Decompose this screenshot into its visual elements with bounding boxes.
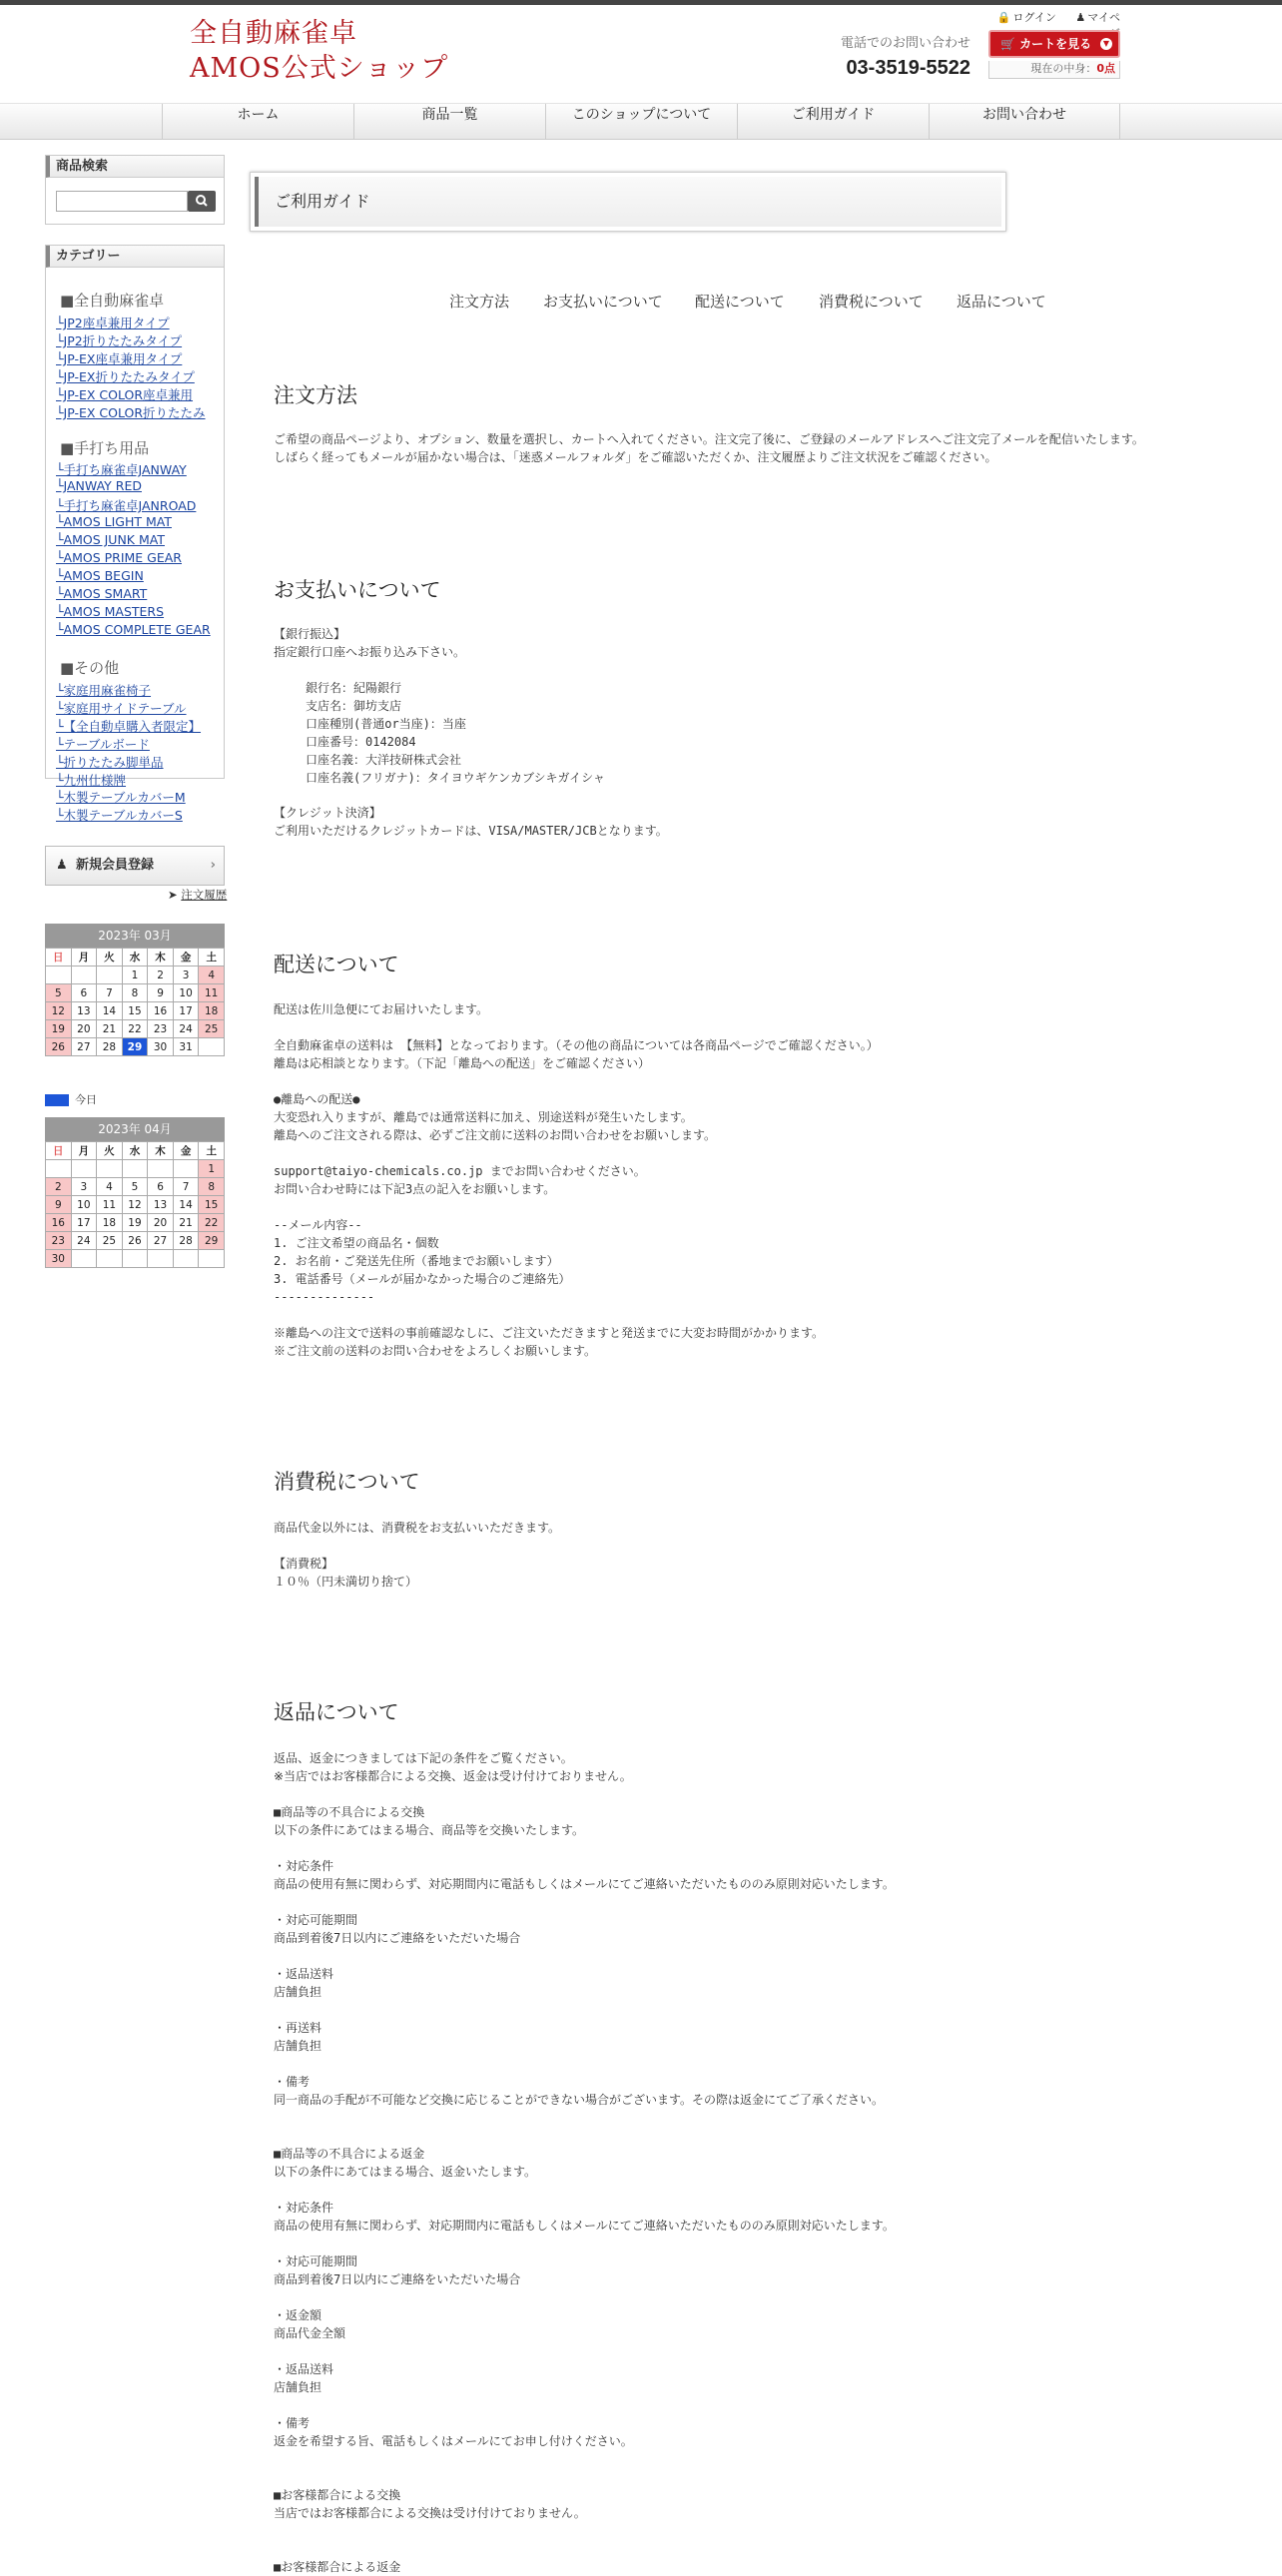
search-button[interactable] (188, 191, 216, 212)
calendar-title: 2023年 03月 (45, 924, 225, 948)
logo-line1: 全自動麻雀卓 (190, 18, 357, 49)
member-button-label: 新規会員登録 (76, 858, 155, 873)
today-swatch (45, 1094, 69, 1106)
calendar-day: 23 (46, 1232, 72, 1250)
calendar-day (148, 1250, 174, 1268)
category-link[interactable]: └AMOS BEGIN (56, 568, 144, 583)
calendar-day: 13 (71, 1002, 97, 1020)
section-body-order: ご希望の商品ページより、オプション、数量を選択し、カートへ入れてください。注文完了後に、ご登録のメールアドレスへご注文完了メールを配信いたします。 しばらく経ってもメールが届かない場合は、「迷惑メールフォルダ」をご確認いただくか、注文履歴よりご注文状況をご確認ください。 (274, 432, 1144, 464)
calendar-weekday: 月 (71, 949, 97, 966)
anchor-order[interactable]: 注文方法 (449, 293, 510, 311)
category-link[interactable]: └AMOS PRIME GEAR (56, 550, 182, 565)
calendar-day: 4 (199, 966, 225, 984)
mypage-label: マイペ (1087, 11, 1120, 24)
calendar-day (97, 966, 123, 984)
calendar-day (71, 1250, 97, 1268)
category-link[interactable]: └JP-EX COLOR座卓兼用 (56, 387, 194, 402)
calendar-day: 29 (122, 1038, 148, 1056)
category-link[interactable]: └家庭用麻雀椅子 (56, 683, 152, 698)
category-link[interactable]: └AMOS LIGHT MAT (56, 514, 172, 529)
calendar-day: 15 (122, 1002, 148, 1020)
category-link[interactable]: └家庭用サイドテーブル (56, 701, 187, 716)
calendar-title: 2023年 04月 (45, 1117, 225, 1141)
calendar-day: 16 (148, 1002, 174, 1020)
product-search-box (45, 155, 225, 225)
anchor-returns[interactable]: 返品について (957, 293, 1046, 311)
calendar-table (45, 948, 225, 1056)
category-link[interactable]: └JP2折りたたみタイプ (56, 333, 183, 348)
category-link[interactable]: └木製テーブルカバーS (56, 808, 183, 823)
calendar-day: 28 (173, 1232, 199, 1250)
calendar-day (122, 1160, 148, 1178)
nav-products[interactable]: 商品一覧 (353, 104, 545, 140)
calendar-day: 27 (148, 1232, 174, 1250)
nav-contact[interactable]: お問い合わせ (929, 104, 1120, 140)
calendar-day: 8 (199, 1178, 225, 1196)
view-cart-button[interactable] (988, 30, 1120, 58)
calendar-day: 16 (46, 1214, 72, 1232)
category-link[interactable]: └手打ち麻雀卓JANWAY (56, 462, 187, 477)
calendar-day: 18 (97, 1214, 123, 1232)
anchor-tax[interactable]: 消費税について (819, 293, 924, 311)
category-group-head: ■手打ち用品 (60, 439, 150, 457)
order-history-link[interactable] (168, 887, 227, 903)
category-link[interactable]: └【全自動卓購入者限定】 (56, 719, 202, 734)
calendar-weekday: 金 (173, 1142, 199, 1160)
calendar-day (122, 1250, 148, 1268)
calendar-day (148, 1160, 174, 1178)
calendar-day: 14 (97, 1002, 123, 1020)
calendar-weekday: 水 (122, 1142, 148, 1160)
category-box (45, 245, 225, 788)
section-body-payment-b: 【クレジット決済】 ご利用いただけるクレジットカードは、VISA/MASTER/JCBとなります。 (274, 806, 668, 838)
calendar-day: 27 (71, 1038, 97, 1056)
calendar-day: 20 (71, 1020, 97, 1038)
calendar-day: 21 (97, 1020, 123, 1038)
calendar-april (45, 1117, 225, 1268)
category-link[interactable]: └折りたたみ脚単品 (56, 755, 164, 770)
calendar-day: 3 (71, 1178, 97, 1196)
calendar-day: 3 (173, 966, 199, 984)
calendar-day: 8 (122, 984, 148, 1002)
category-link[interactable]: └JP-EX COLOR折りたたみ (56, 405, 206, 420)
calendar-weekday: 日 (46, 949, 72, 966)
category-box-title: カテゴリー (46, 246, 224, 268)
calendar-day: 29 (199, 1232, 225, 1250)
calendar-day: 30 (46, 1250, 72, 1268)
today-legend (45, 1091, 97, 1107)
section-body-tax: 商品代金以外には、消費税をお支払いいただきます。 【消費税】 １０％（円未満切り捨て） (274, 1521, 561, 1589)
bank-details: 銀行名：紀陽銀行 支店名：御坊支店 口座種別(普通or当座)：当座 口座番号：0142084 口座名義：大洋技研株式会社 口座名義(フリガナ)：タイヨウギケンカブシキガイシャ (306, 681, 605, 785)
calendar-weekday: 水 (122, 949, 148, 966)
page-title: ご利用ガイド (255, 177, 1001, 227)
calendar-day: 24 (173, 1020, 199, 1038)
calendar-day: 17 (173, 1002, 199, 1020)
calendar-day: 2 (46, 1178, 72, 1196)
calendar-day: 6 (148, 1178, 174, 1196)
calendar-day: 7 (173, 1178, 199, 1196)
login-label: ログイン (1012, 11, 1056, 24)
calendar-day: 24 (71, 1232, 97, 1250)
login-link[interactable] (989, 11, 1056, 24)
calendar-day: 25 (97, 1232, 123, 1250)
calendar-day: 13 (148, 1196, 174, 1214)
calendar-day: 11 (97, 1196, 123, 1214)
cart-info-label: 現在の中身： (1030, 62, 1097, 75)
today-label: 今日 (75, 1093, 97, 1106)
calendar-day (97, 1160, 123, 1178)
category-group-head: ■全自動麻雀卓 (60, 292, 165, 310)
user-icon: ♟ (56, 858, 68, 873)
calendar-day: 7 (97, 984, 123, 1002)
global-nav (0, 103, 1282, 140)
category-link[interactable]: └九州仕様牌 (56, 773, 127, 788)
calendar-weekday: 木 (148, 949, 174, 966)
calendar-day: 28 (97, 1038, 123, 1056)
category-link[interactable]: └JANWAY RED (56, 478, 142, 493)
section-title-order: 注文方法 (274, 383, 357, 407)
calendar-march (45, 924, 225, 1056)
calendar-day: 5 (122, 1178, 148, 1196)
anchor-payment[interactable]: お支払いについて (543, 293, 663, 311)
category-link[interactable]: └JP-EX座卓兼用タイプ (56, 351, 183, 366)
calendar-day: 12 (46, 1002, 72, 1020)
calendar-day: 22 (122, 1020, 148, 1038)
search-input[interactable] (56, 191, 188, 212)
calendar-day: 10 (71, 1196, 97, 1214)
calendar-day (199, 1038, 225, 1056)
search-icon (188, 191, 216, 212)
calendar-weekday: 木 (148, 1142, 174, 1160)
category-link[interactable]: └AMOS MASTERS (56, 604, 165, 619)
calendar-day: 26 (46, 1038, 72, 1056)
section-title-payment: お支払いについて (274, 578, 441, 602)
calendar-day: 1 (122, 966, 148, 984)
cart-icon: 🛒 (1000, 37, 1015, 51)
calendar-day: 6 (71, 984, 97, 1002)
logo-line2: AMOS公式ショップ (190, 53, 449, 84)
calendar-day: 23 (148, 1020, 174, 1038)
nav-about-shop[interactable]: このショップについて (545, 104, 737, 140)
top-border (0, 0, 1282, 5)
calendar-day (97, 1250, 123, 1268)
calendar-day (71, 966, 97, 984)
calendar-day: 11 (199, 984, 225, 1002)
calendar-day: 5 (46, 984, 72, 1002)
page-title-box (250, 172, 1006, 232)
chevron-right-icon: › (210, 858, 216, 873)
calendar-day: 1 (199, 1160, 225, 1178)
calendar-day: 15 (199, 1196, 225, 1214)
category-link[interactable]: └JP2座卓兼用タイプ (56, 316, 170, 330)
section-body-shipping: 配送は佐川急便にてお届けいたします。 全自動麻雀卓の送料は 【無料】となっております。（その他の商品については各商品ページでご確認ください。） 離島は応相談となります。（下記「離島への配送」をご確認ください） ●離島への配送● 大変恐れ入りますが、離島では通常送料に加え、別途送料が発生いたします。 離島へのご注文される際は、必ずご注文前に送料のお問い合わせをお願いします。 support@taiyo-chemicals.co.jp までお問い合わせください。 お問い合わせ時には下記3点の記入をお願いします。 --メール内容-- 1. ご注文希望の商品名・個数 2. お名前・ご発送先住所（番地までお願いします） 3. 電話番号（メールが届かなかった場合のご連絡先） -------------- ※離島への注文で送料の事前確認なしに、ご注文いただきますと発送までに大変お時間がかかります。 ※ご注文前の送料のお問い合わせをよろしくお願いします。 (274, 1002, 879, 1358)
calendar-day: 18 (199, 1002, 225, 1020)
calendar-weekday: 火 (97, 949, 123, 966)
header-contact (799, 32, 970, 80)
anchor-shipping[interactable]: 配送について (695, 293, 785, 311)
calendar-day: 19 (46, 1020, 72, 1038)
calendar-day: 25 (199, 1020, 225, 1038)
calendar-day: 14 (173, 1196, 199, 1214)
calendar-day: 12 (122, 1196, 148, 1214)
calendar-weekday: 土 (199, 1142, 225, 1160)
cart-button-label: カートを見る (1019, 37, 1092, 51)
section-body-returns: 返品、返金につきましては下記の条件をご覧ください。 ※当店ではお客様都合による交換、返金は受け付けておりません。 ■商品等の不具合による交換 以下の条件にあてはまる場合、商品等を交換いたします。 ・対応条件 商品の使用有無に関わらず、対応期間内に電話もしくはメールにてご連絡いただいたもののみ原則対応いたします。 ・対応可能期間 商品到着後7日以内にご連絡をいただいた場合 ・返品送料 店舗負担 ・再送料 店舗負担 ・備考 同一商品の手配が不可能など交換に応じることができない場合がございます。その際は返金にてご了承ください。 ■商品等の不具合による返金 以下の条件にあてはまる場合、返金いたします。 ・対応条件 商品の使用有無に関わらず、対応期間内に電話もしくはメールにてご連絡いただいたもののみ原則対応いたします。 ・対応可能期間 商品到着後7日以内にご連絡をいただいた場合 ・返金額 商品代金全額 ・返品送料 店舗負担 ・備考 返金を希望する旨、電話もしくはメールにてお申し付けください。 ■お客様都合による交換 当店ではお客様都合による交換は受け付けておりません。 ■お客様都合による返金 (274, 1751, 895, 2574)
cart-count: 0点 (1096, 62, 1115, 75)
calendar-day (199, 1250, 225, 1268)
calendar-weekday: 土 (199, 949, 225, 966)
search-box-title: 商品検索 (46, 156, 224, 178)
section-title-tax: 消費税について (274, 1470, 420, 1494)
category-link[interactable]: └手打ち麻雀卓JANROAD (56, 498, 197, 513)
calendar-table (45, 1141, 225, 1268)
order-history-label: 注文履歴 (181, 888, 228, 902)
lock-icon: 🔒 (996, 11, 1011, 24)
user-icon: ♟ (1075, 11, 1086, 24)
calendar-weekday: 月 (71, 1142, 97, 1160)
calendar-day: 31 (173, 1038, 199, 1056)
category-link[interactable]: └AMOS SMART (56, 586, 148, 601)
calendar-weekday: 金 (173, 949, 199, 966)
calendar-day: 20 (148, 1214, 174, 1232)
contact-label: 電話でのお問い合わせ (840, 36, 970, 51)
chevron-down-icon: ▼ (1100, 38, 1112, 50)
calendar-day: 19 (122, 1214, 148, 1232)
category-link[interactable]: └JP-EX折りたたみタイプ (56, 369, 195, 384)
category-link[interactable]: └木製テーブルカバーM (56, 790, 186, 805)
calendar-day: 9 (148, 984, 174, 1002)
calendar-day: 21 (173, 1214, 199, 1232)
site-logo[interactable] (190, 16, 448, 86)
calendar-day: 17 (71, 1214, 97, 1232)
calendar-day (46, 1160, 72, 1178)
calendar-day (71, 1160, 97, 1178)
calendar-day: 9 (46, 1196, 72, 1214)
calendar-day: 22 (199, 1214, 225, 1232)
calendar-day (173, 1250, 199, 1268)
calendar-day: 2 (148, 966, 174, 984)
calendar-day: 10 (173, 984, 199, 1002)
calendar-day (173, 1160, 199, 1178)
calendar-weekday: 火 (97, 1142, 123, 1160)
calendar-day: 30 (148, 1038, 174, 1056)
category-link[interactable]: └テーブルボード (56, 737, 150, 752)
category-group-head: ■その他 (60, 659, 120, 677)
nav-guide[interactable]: ご利用ガイド (737, 104, 929, 140)
calendar-weekday: 日 (46, 1142, 72, 1160)
calendar-day: 26 (122, 1232, 148, 1250)
calendar-day: 4 (97, 1178, 123, 1196)
section-body-payment-a: 【銀行振込】 指定銀行口座へお振り込み下さい。 (274, 627, 466, 659)
new-member-button[interactable] (45, 846, 225, 886)
nav-home[interactable]: ホーム (162, 104, 353, 140)
section-title-returns: 返品について (274, 1700, 399, 1724)
category-link[interactable]: └AMOS JUNK MAT (56, 532, 165, 547)
section-title-shipping: 配送について (274, 953, 399, 976)
category-link[interactable]: └AMOS COMPLETE GEAR (56, 622, 211, 637)
phone-number: 03-3519-5522 (846, 57, 970, 79)
circle-arrow-icon: ➤ (168, 888, 178, 902)
cart-summary (988, 61, 1120, 79)
calendar-day (46, 966, 72, 984)
